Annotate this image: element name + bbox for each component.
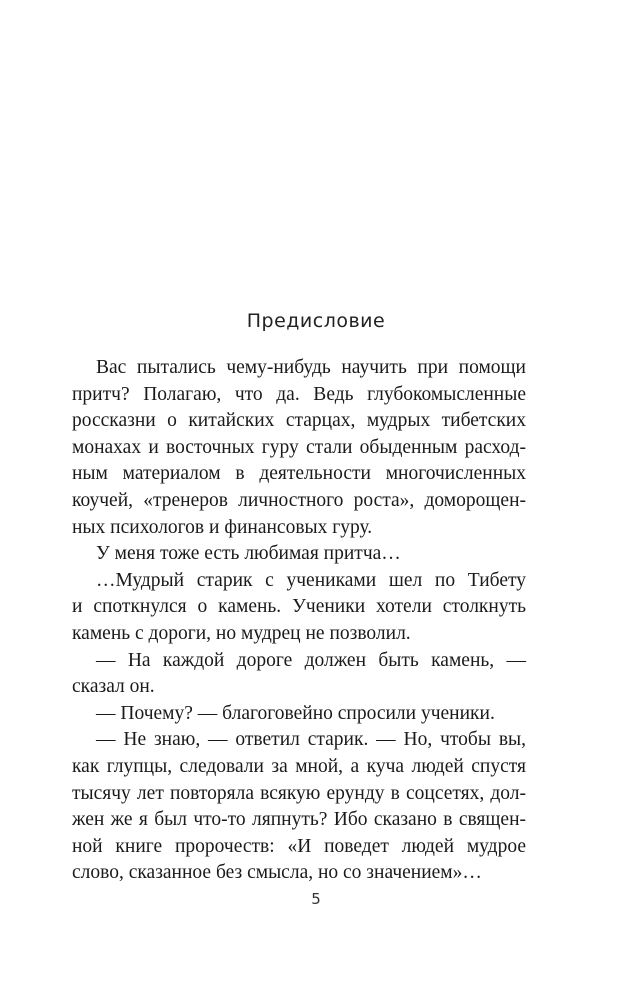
text-line: и споткнулся о камень. Ученики хотели столкнуть <box>72 596 526 618</box>
text-line: У меня тоже есть любимая притча… <box>96 543 401 565</box>
text-line: россказни о китайских старцах, мудрых тибетских <box>72 410 526 432</box>
text-line: коучей, «тренеров личностного роста», доморощен- <box>72 489 526 511</box>
text-line: ной книге пророчеств: «И поведет людей мудрое <box>72 835 526 857</box>
paragraph <box>72 568 526 648</box>
text-line: камень с дороги, но мудрец не позволил. <box>72 622 411 644</box>
paragraph <box>72 355 526 541</box>
body-text <box>72 355 526 887</box>
paragraph <box>72 727 526 887</box>
page-number: 5 <box>311 890 321 908</box>
paragraph <box>72 648 526 701</box>
text-line: — На каждой дороге должен быть камень, — <box>96 649 526 671</box>
text-line: ных психологов и финансовых гуру. <box>72 516 373 538</box>
text-line: тысячу лет повторяла всякую ерунду в соцсетях, дол- <box>72 782 526 804</box>
chapter-title: Предисловие <box>246 310 386 332</box>
paragraph <box>96 701 526 728</box>
text-line: ным материалом в деятельности многочисленных <box>72 463 526 485</box>
text-line: жен же я был что-то ляпнуть? Ибо сказано в священ- <box>72 809 526 831</box>
text-line: — Не знаю, — ответил старик. — Но, чтобы вы, <box>96 729 526 751</box>
text-line: как глупцы, следовали за мной, а куча людей спустя <box>72 755 526 777</box>
text-line: сказал он. <box>72 676 155 698</box>
text-line: Вас пытались чему-нибудь научить при помощи <box>96 357 526 378</box>
text-line: — Почему? — благоговейно спросили ученики. <box>96 702 495 724</box>
paragraph <box>96 541 526 568</box>
text-line: …Мудрый старик с учениками шел по Тибету <box>96 569 526 591</box>
text-line: монахах и восточных гуру стали обыденным расход- <box>72 436 526 458</box>
text-line: слово, сказанное без смысла, но со значением»… <box>72 862 482 884</box>
text-line: притч? Полагаю, что да. Ведь глубокомысленные <box>72 383 526 405</box>
